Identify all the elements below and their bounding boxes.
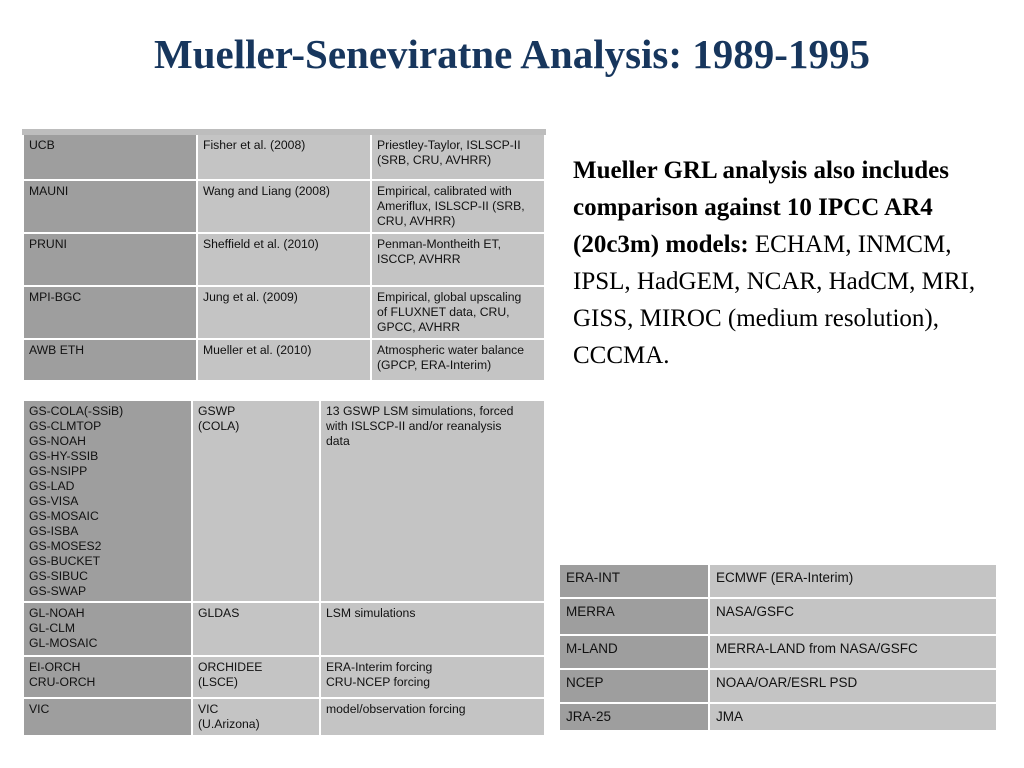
reanalysis-source-cell: NASA/GSFC — [709, 598, 997, 635]
table-row — [23, 180, 545, 233]
method-cell: Atmospheric water balance (GPCP, ERA-Interim) — [371, 339, 545, 381]
reanalysis-source-cell: NOAA/OAR/ESRL PSD — [709, 669, 997, 703]
reference-cell: Wang and Liang (2008) — [197, 180, 371, 233]
method-cell: Empirical, calibrated with Ameriflux, ISLSCP-II (SRB, CRU, AVHRR) — [371, 180, 545, 233]
reanalysis-source-cell: MERRA-LAND from NASA/GSFC — [709, 635, 997, 669]
table-row — [559, 598, 997, 635]
source-cell: VIC (U.Arizona) — [192, 698, 320, 736]
reference-cell: Mueller et al. (2010) — [197, 339, 371, 381]
reference-cell: Fisher et al. (2008) — [197, 132, 371, 180]
source-cell: ORCHIDEE (LSCE) — [192, 656, 320, 698]
table-row — [23, 400, 545, 602]
method-cell: Priestley-Taylor, ISLSCP-II (SRB, CRU, AVHRR) — [371, 132, 545, 180]
observation-datasets-table — [22, 129, 546, 382]
forcing-cell: model/observation forcing — [320, 698, 545, 736]
table-row — [23, 698, 545, 736]
ipcc-comparison-note — [573, 152, 1003, 374]
forcing-cell: LSM simulations — [320, 602, 545, 656]
table-row — [559, 669, 997, 703]
method-cell: Penman-Montheith ET, ISCCP, AVHRR — [371, 233, 545, 286]
source-cell: GLDAS — [192, 602, 320, 656]
table-row — [23, 602, 545, 656]
table-row — [559, 703, 997, 731]
model-names-cell: GS-COLA(-SSiB) GS-CLMTOP GS-NOAH GS-HY-SSIB GS-NSIPP GS-LAD GS-VISA GS-MOSAIC GS-ISBA GS-MOSES2 GS-BUCKET GS-SIBUC GS-SWAP — [23, 400, 192, 602]
dataset-name-cell: AWB ETH — [23, 339, 197, 381]
table-row — [23, 656, 545, 698]
table-row — [559, 564, 997, 598]
land-surface-models-table — [22, 399, 546, 737]
reanalysis-name-cell: JRA-25 — [559, 703, 709, 731]
forcing-cell: 13 GSWP LSM simulations, forced with ISLSCP-II and/or reanalysis data — [320, 400, 545, 602]
dataset-name-cell: PRUNI — [23, 233, 197, 286]
reanalysis-source-cell: JMA — [709, 703, 997, 731]
reanalysis-name-cell: MERRA — [559, 598, 709, 635]
reanalysis-table — [558, 563, 998, 732]
slide-title: Mueller-Seneviratne Analysis: 1989-1995 — [154, 31, 870, 77]
model-names-cell: GL-NOAH GL-CLM GL-MOSAIC — [23, 602, 192, 656]
reference-cell: Jung et al. (2009) — [197, 286, 371, 339]
reference-cell: Sheffield et al. (2010) — [197, 233, 371, 286]
table-row — [23, 233, 545, 286]
ipcc-note-heading: Mueller GRL analysis also includes comparison against 10 IPCC AR4 (20c3m) models: — [573, 157, 949, 258]
reanalysis-source-cell: ECMWF (ERA-Interim) — [709, 564, 997, 598]
dataset-name-cell: MAUNI — [23, 180, 197, 233]
table-row — [23, 339, 545, 381]
model-names-cell: EI-ORCH CRU-ORCH — [23, 656, 192, 698]
ipcc-model-list: ECHAM, INMCM, IPSL, HadGEM, NCAR, HadCM, MRI, GISS, MIROC (medium resolution), CCCMA. — [573, 231, 976, 369]
reanalysis-name-cell: NCEP — [559, 669, 709, 703]
method-cell: Empirical, global upscaling of FLUXNET data, CRU, GPCC, AVHRR — [371, 286, 545, 339]
reanalysis-name-cell: ERA-INT — [559, 564, 709, 598]
dataset-name-cell: MPI-BGC — [23, 286, 197, 339]
dataset-name-cell: UCB — [23, 132, 197, 180]
model-names-cell: VIC — [23, 698, 192, 736]
reanalysis-name-cell: M-LAND — [559, 635, 709, 669]
table-row — [23, 132, 545, 180]
table-row — [23, 286, 545, 339]
forcing-cell: ERA-Interim forcing CRU-NCEP forcing — [320, 656, 545, 698]
source-cell: GSWP (COLA) — [192, 400, 320, 602]
table-row — [559, 635, 997, 669]
